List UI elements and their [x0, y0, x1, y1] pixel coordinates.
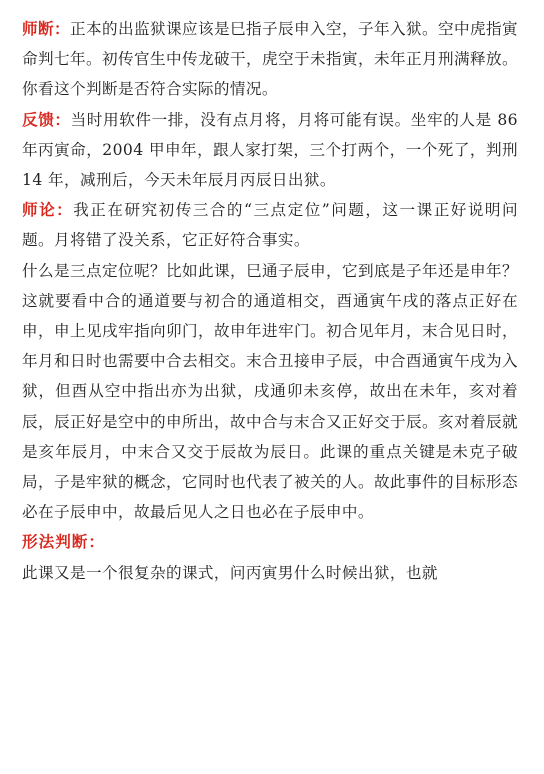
feedback-text: 当时用软件一排，没有点月将，月将可能有误。坐牢的人是 86 年丙寅命，2004 甲申年，跟人家打架，三个打两个，一个死了，判刑 14 年，减刑后，今天未年辰月丙辰日出狱。 [22, 110, 519, 190]
teacher-discussion-text: 我正在研究初传三合的“三点定位”问题，这一课正好说明问题。月将错了没关系，它正好符合事实。 [22, 201, 518, 250]
teacher-judgment-text: 正本的出监狱课应该是巳指子辰申入空，子年入狱。空中虎指寅命判七年。初传官生中传龙破干，虎空于未指寅，未年正月刑满释放。你看这个判断是否符合实际的情况。 [22, 20, 518, 99]
form-method-label: 形法判断： [22, 532, 105, 552]
three-point-positioning-paragraph: 什么是三点定位呢？比如此课，巳通子辰申，它到底是子年还是申年？这就要看中合的通道要与初合的通道相交，酉通寅午戌的落点正好在申，申上见戌牢指向卯门，故申年进牢门。初合见年月，末合见日时，年月和日时也需要中合去相交。末合丑接申子辰，中合酉通寅午戌为入狱，但酉从空中指出亦为出狱，戌通卯未亥停，故出在未年，亥对着辰，辰正好是空中的申所出，故中合与末合又正好交于辰。亥对着辰就是亥年辰月，中末合又交于辰故为辰日。此课的重点关键是未克子破局，子是牢狱的概念，它同时也代表了被关的人。故此事件的目标形态必在子辰申中，故最后见人之日也必在子辰申中。 [22, 261, 518, 522]
teacher-discussion-label: 师论： [22, 200, 74, 220]
feedback-label: 反馈： [22, 109, 71, 129]
form-method-paragraph: 此课又是一个很复杂的课式，问丙寅男什么时候出狱，也就 [22, 563, 438, 582]
teacher-discussion-paragraph [22, 195, 518, 255]
feedback-paragraph [22, 105, 518, 196]
teacher-judgment-label: 师断： [22, 19, 70, 38]
form-method-heading [22, 527, 518, 557]
teacher-judgment-paragraph [22, 14, 518, 105]
